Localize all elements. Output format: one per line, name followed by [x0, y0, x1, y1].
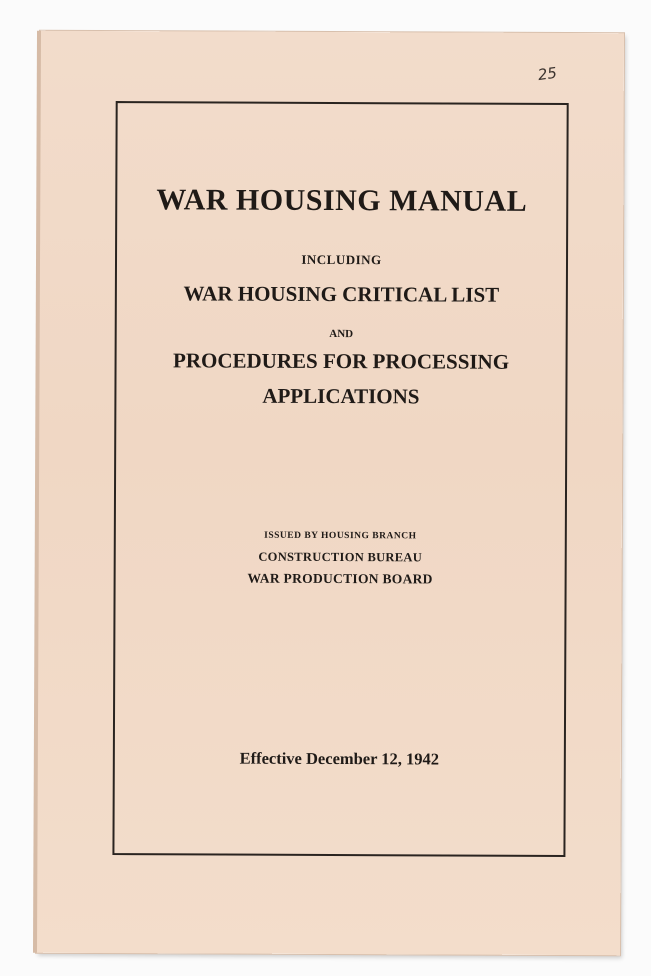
and-label: AND — [329, 327, 354, 341]
subtitle-procedures: PROCEDURES FOR PROCESSING — [172, 348, 510, 374]
board-line: WAR PRODUCTION BOARD — [247, 570, 433, 587]
bureau-line: CONSTRUCTION BUREAU — [258, 549, 423, 565]
subtitle-applications: APPLICATIONS — [262, 383, 420, 409]
cover-border-frame — [112, 101, 568, 857]
issued-by-line: ISSUED BY HOUSING BRANCH — [264, 530, 417, 542]
effective-date: Effective December 12, 1942 — [239, 748, 440, 769]
document-cover — [36, 31, 624, 956]
document-title: WAR HOUSING MANUAL — [156, 183, 528, 218]
handwritten-note: 25 — [536, 63, 559, 85]
subtitle-critical-list: WAR HOUSING CRITICAL LIST — [183, 281, 500, 307]
including-label: INCLUDING — [301, 251, 382, 268]
